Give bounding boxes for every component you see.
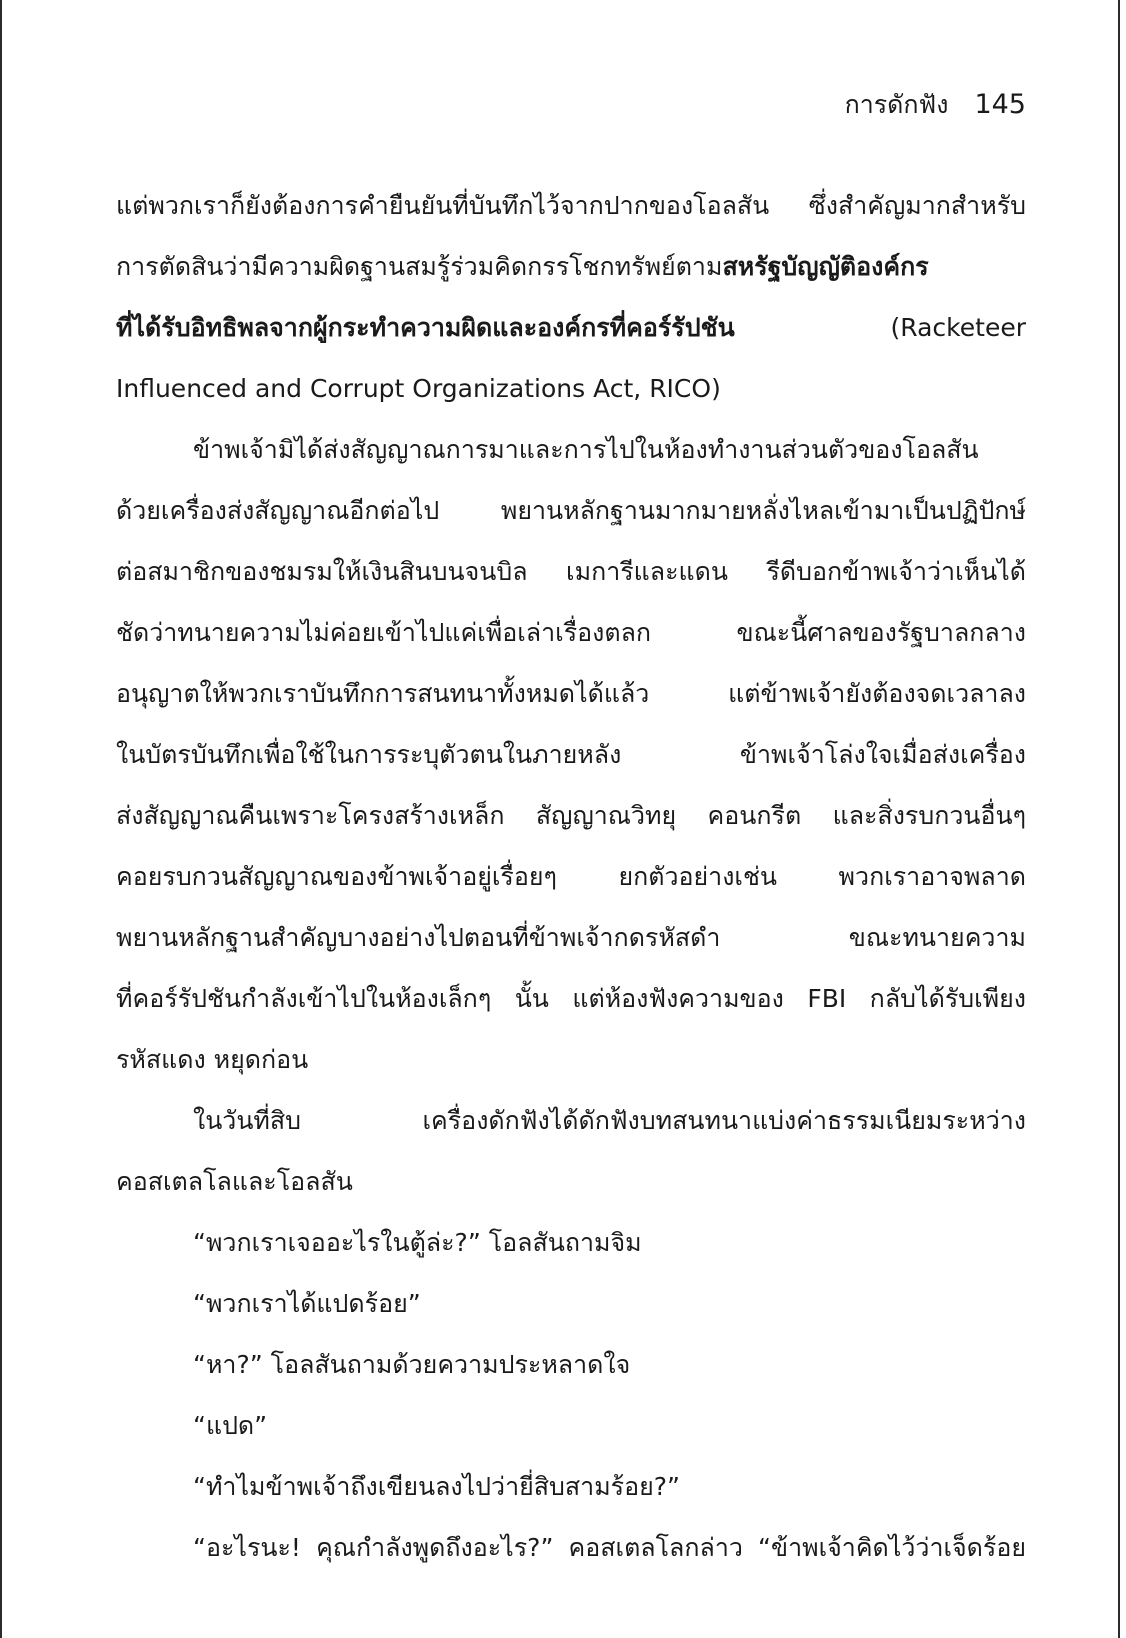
text-line	[116, 358, 1026, 419]
dialogue-line	[116, 1334, 1026, 1395]
text-span: ด้วยเครื่องส่งสัญญาณอีกต่อไป พยานหลักฐานมากมายหลั่งไหลเข้ามาเป็นปฏิปักษ์	[116, 496, 1026, 525]
body-text	[116, 175, 1026, 1578]
text-line	[116, 1090, 1026, 1151]
bold-act-name: ที่ได้รับอิทธิพลจากผู้กระทำความผิดและองค์กรที่คอร์รัปชัน	[116, 313, 735, 342]
running-head	[845, 88, 1026, 122]
text-span: อนุญาตให้พวกเราบันทึกการสนทนาทั้งหมดได้แล้ว แต่ข้าพเจ้ายังต้องจดเวลาลง	[116, 679, 1026, 708]
text-line	[116, 968, 1026, 1029]
text-span: ต่อสมาชิกของชมรมให้เงินสินบนจนบิล เมการีและแดน รีดีบอกข้าพเจ้าว่าเห็นได้	[116, 557, 1026, 586]
text-line	[116, 724, 1026, 785]
text-span: การตัดสินว่ามีความผิดฐานสมรู้ร่วมคิดกรรโชกทรัพย์ตาม	[116, 252, 723, 281]
text-span: “หา?” โอลสันถามด้วยความประหลาดใจ	[193, 1350, 631, 1379]
page-number: 145	[974, 89, 1026, 120]
text-line	[116, 297, 1026, 358]
dialogue-line	[116, 1395, 1026, 1456]
text-span: (Racketeer	[734, 313, 1026, 342]
text-span: “พวกเราเจออะไรในตู้ล่ะ?” โอลสันถามจิม	[193, 1228, 642, 1257]
text-span: ที่คอร์รัปชันกำลังเข้าไปในห้องเล็กๆ นั้น แต่ห้องฟังความของ FBI กลับได้รับเพียง	[116, 984, 1026, 1013]
dialogue-line	[116, 1456, 1026, 1517]
text-span: รหัสแดง หยุดก่อน	[116, 1045, 309, 1074]
text-span: ในวันที่สิบ เครื่องดักฟังได้ดักฟังบทสนทนาแบ่งค่าธรรมเนียมระหว่าง	[193, 1106, 1026, 1135]
dialogue-line	[116, 1517, 1026, 1578]
text-span: ในบัตรบันทึกเพื่อใช้ในการระบุตัวตนในภายหลัง ข้าพเจ้าโล่งใจเมื่อส่งเครื่อง	[116, 740, 1026, 769]
text-line	[116, 846, 1026, 907]
text-line	[116, 785, 1026, 846]
text-span: พยานหลักฐานสำคัญบางอย่างไปตอนที่ข้าพเจ้ากดรหัสดำ ขณะทนายความ	[116, 923, 1026, 952]
text-span: คอยรบกวนสัญญาณของข้าพเจ้าอยู่เรื่อยๆ ยกตัวอย่างเช่น พวกเราอาจพลาด	[116, 862, 1026, 891]
text-line	[116, 1151, 1026, 1212]
text-span: Influenced and Corrupt Organizations Act, RICO)	[116, 374, 721, 403]
text-span: “แปด”	[193, 1411, 268, 1440]
text-span: “พวกเราได้แปดร้อย”	[193, 1289, 421, 1318]
text-line	[116, 480, 1026, 541]
dialogue-line	[116, 1212, 1026, 1273]
text-line	[116, 907, 1026, 968]
text-line	[116, 419, 1026, 480]
dialogue-line	[116, 1273, 1026, 1334]
text-span: ข้าพเจ้ามิได้ส่งสัญญาณการมาและการไปในห้องทำงานส่วนตัวของโอลสัน	[193, 435, 979, 464]
text-line	[116, 541, 1026, 602]
text-span: ชัดว่าทนายความไม่ค่อยเข้าไปแค่เพื่อเล่าเรื่องตลก ขณะนี้ศาลของรัฐบาลกลาง	[116, 618, 1026, 647]
text-span: แต่พวกเราก็ยังต้องการคำยืนยันที่บันทึกไว้จากปากของโอลสัน ซึ่งสำคัญมากสำหรับ	[116, 191, 1026, 220]
text-span: “ทำไมข้าพเจ้าถึงเขียนลงไปว่ายี่สิบสามร้อย?”	[193, 1472, 680, 1501]
text-span: “อะไรนะ! คุณกำลังพูดถึงอะไร?” คอสเตลโลกล่าว “ข้าพเจ้าคิดไว้ว่าเจ็ดร้อย	[193, 1533, 1026, 1562]
chapter-title: การดักฟัง	[844, 90, 949, 119]
bold-act-name: สหรัฐบัญญัติองค์กร	[722, 252, 929, 281]
text-line	[116, 663, 1026, 724]
text-line	[116, 602, 1026, 663]
text-span: คอสเตลโลและโอลสัน	[116, 1167, 353, 1196]
text-line	[116, 175, 1026, 236]
text-line	[116, 236, 1026, 297]
text-span: ส่งสัญญาณคืนเพราะโครงสร้างเหล็ก สัญญาณวิทยุ คอนกรีต และสิ่งรบกวนอื่นๆ	[116, 801, 1026, 830]
text-line	[116, 1029, 1026, 1090]
